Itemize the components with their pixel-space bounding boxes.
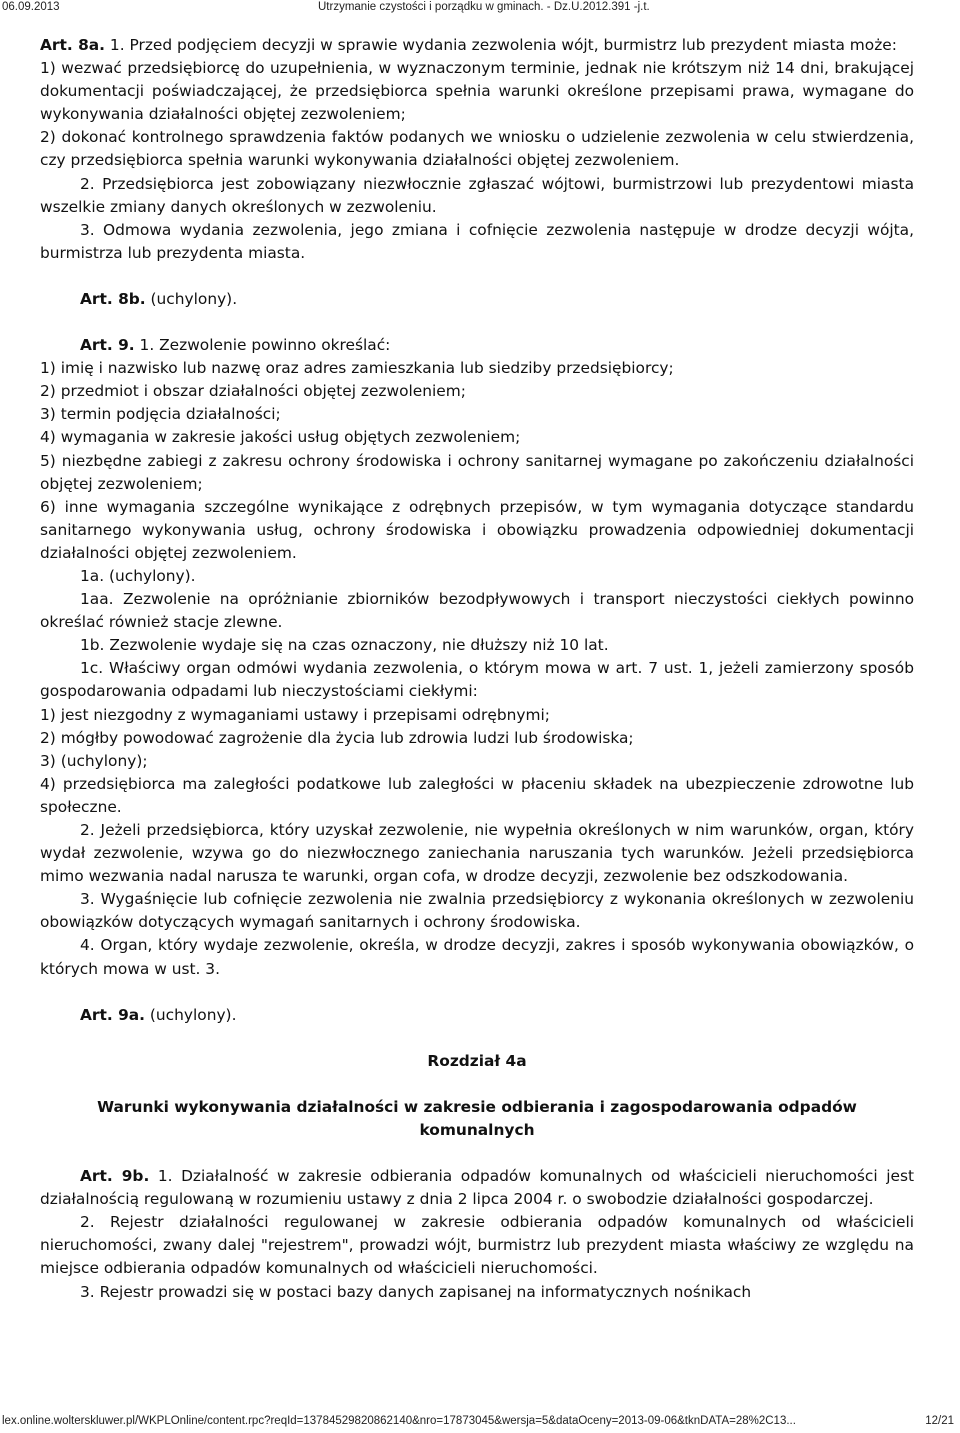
print-date: 06.09.2013 — [2, 1, 60, 13]
art9a: Art. 9a. (uchylony). — [80, 1005, 237, 1024]
art8a-p2: 2. Przedsiębiorca jest zobowiązany niezwłocznie zgłaszać wójtowi, burmistrzowi lub prezydentowi miasta wszelkie zmiany danych określonych w zezwoleniu. — [40, 174, 914, 216]
art9-p2: 2. Jeżeli przedsiębiorca, który uzyskał zezwolenie, nie wypełnia określonych w nim warunków, organ, który wydał zezwolenie, wzywa go do niezwłocznego zaniechania naruszania tych warunków. Jeżeli przedsiębiorca mimo wezwania nadal narusza te warunki, organ cofa, w drodze decyzji, zezwolenie bez odszkodowania. — [40, 821, 914, 886]
article-label: Art. 9b. — [80, 1167, 150, 1186]
document-body — [40, 34, 914, 1304]
chapter-title: Warunki wykonywania działalności w zakresie odbierania i zagospodarowania odpadów komunalnych — [97, 1097, 857, 1139]
art9-p1b: 1b. Zezwolenie wydaje się na czas oznaczony, nie dłuższy niż 10 lat. — [80, 636, 609, 655]
art8a-p1-item2: 2) dokonać kontrolnego sprawdzenia faktów podanych we wniosku o udzielenie zezwolenia w celu stwierdzenia, czy przedsiębiorca spełnia warunki wykonywania działalności objętej zezwoleniem. — [40, 128, 914, 170]
art9-item5: 5) niezbędne zabiegi z zakresu ochrony środowiska i ochrony sanitarnej wymagane po zakończeniu działalności objętej zezwoleniem; — [40, 451, 914, 493]
chapter-number: Rozdział 4a — [427, 1051, 527, 1070]
art9-1c-item4: 4) przedsiębiorca ma zaległości podatkowe lub zaległości w płaceniu składek na ubezpieczenie zdrowotne lub społeczne. — [40, 774, 914, 816]
print-header — [0, 0, 960, 16]
art9-item2: 2) przedmiot i obszar działalności objętej zezwoleniem; — [40, 382, 466, 401]
art9-item4: 4) wymagania w zakresie jakości usług objętych zezwoleniem; — [40, 428, 521, 447]
art9-1c-item2: 2) mógłby powodować zagrożenie dla życia lub zdrowia ludzi lub środowiska; — [40, 728, 634, 747]
art9b-p1: Art. 9b. 1. Działalność w zakresie odbierania odpadów komunalnych od właścicieli nieruchomości jest działalnością regulowaną w rozumieniu ustawy z dnia 2 lipca 2004 r. o swobodzie działalności gospodarczej. — [40, 1167, 914, 1209]
art9-item6: 6) inne wymagania szczególne wynikające z odrębnych przepisów, w tym wymagania dotyczące standardu sanitarnego wykonywania usług, ochrony środowiska i obowiązku prowadzenia odpowiedniej dokumentacji działalności objętej zezwoleniem. — [40, 497, 914, 562]
art9-item3: 3) termin podjęcia działalności; — [40, 405, 281, 424]
article-label: Art. 9. — [80, 336, 135, 355]
print-footer — [0, 1413, 960, 1433]
art9-1c-item1: 1) jest niezgodny z wymaganiami ustawy i przepisami odrębnymi; — [40, 705, 550, 724]
art9-p1aa: 1aa. Zezwolenie na opróżnianie zbiorników bezodpływowych i transport nieczystości ciekłych powinno określać również stacje zlewne. — [40, 590, 914, 632]
art9-p1c: 1c. Właściwy organ odmówi wydania zezwolenia, o którym mowa w art. 7 ust. 1, jeżeli zamierzony sposób gospodarowania odpadami lub nieczystościami ciekłymi: — [40, 659, 914, 701]
art8b: Art. 8b. (uchylony). — [80, 289, 238, 308]
art8a-p3: 3. Odmowa wydania zezwolenia, jego zmiana i cofnięcie zezwolenia następuje w drodze decyzji wójta, burmistrza lub prezydenta miasta. — [40, 220, 914, 262]
art8a-p1: Art. 8a. 1. Przed podjęciem decyzji w sprawie wydania zezwolenia wójt, burmistrz lub prezydent miasta może: — [40, 36, 897, 54]
art9-p3: 3. Wygaśnięcie lub cofnięcie zezwolenia nie zwalnia przedsiębiorcy z wykonania określonych w zezwoleniu obowiązków dotyczących wymagań sanitarnych i ochrony środowiska. — [40, 890, 914, 932]
source-url: lex.online.wolterskluwer.pl/WKPLOnline/content.rpc?reqId=1378452982086214​0&nro=17873045&wersja=5&dataOceny=2013-09-06&tknDATA=28%2C13... — [2, 1415, 796, 1427]
art9-p1a: 1a. (uchylony). — [80, 566, 196, 585]
art8a-p1-item1: 1) wezwać przedsiębiorcę do uzupełnienia, w wyznaczonym terminie, jednak nie krótszym niż 14 dni, brakującej dokumentacji poświadczającej, że przedsiębiorca spełnia warunki określone przepisami prawa, wymagane do wykonywania działalności objętej zezwoleniem; — [40, 59, 914, 124]
article-label: Art. 9a. — [80, 1005, 146, 1024]
art9b-p2: 2. Rejestr działalności regulowanej w zakresie odbierania odpadów komunalnych od właścicieli nieruchomości, zwany dalej "rejestrem", prowadzi wójt, burmistrz lub prezydent miasta właściwy ze względu na miejsce odbierania odpadów komunalnych od właścicieli nieruchomości. — [40, 1213, 914, 1278]
art9-p1: Art. 9. 1. Zezwolenie powinno określać: — [80, 336, 391, 355]
art9b-p3: 3. Rejestr prowadzi się w postaci bazy danych zapisanej na informatycznych nośnikach — [80, 1282, 752, 1301]
article-label: Art. 8b. — [80, 289, 146, 308]
art9-1c-item3: 3) (uchylony); — [40, 751, 148, 770]
page-number: 12/21 — [925, 1415, 954, 1427]
art9-item1: 1) imię i nazwisko lub nazwę oraz adres zamieszkania lub siedziby przedsiębiorcy; — [40, 359, 674, 378]
article-label: Art. 8a. — [40, 36, 106, 54]
document-title: Utrzymanie czystości i porządku w gminach. - Dz.U.2012.391 -j.t. — [318, 1, 650, 13]
art9-p4: 4. Organ, który wydaje zezwolenie, określa, w drodze decyzji, zakres i sposób wykonywania obowiązków, o których mowa w ust. 3. — [40, 936, 914, 978]
